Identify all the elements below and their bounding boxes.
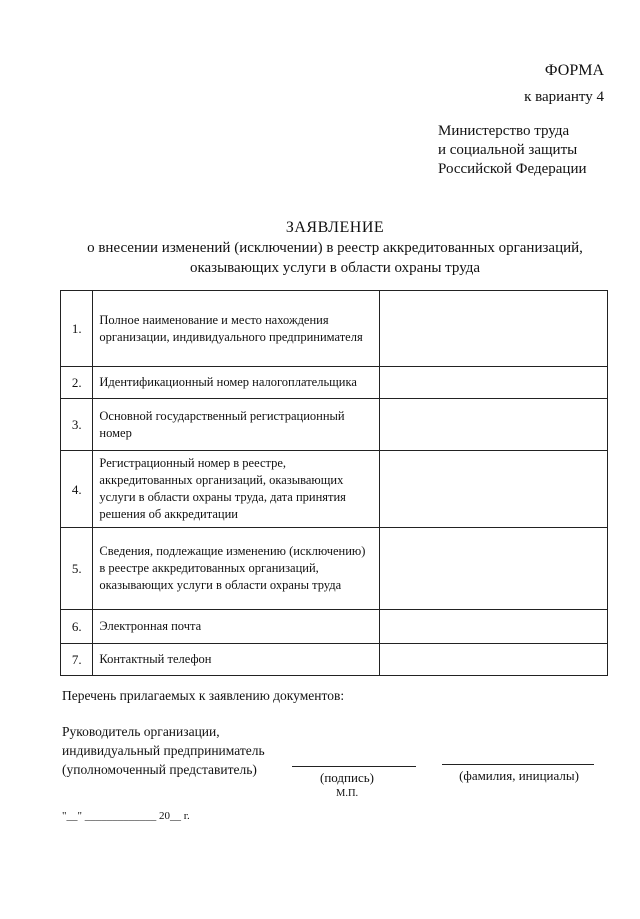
row-value-field[interactable]: [379, 399, 607, 451]
name-caption: (фамилия, инициалы): [459, 768, 579, 783]
signer-line-1: Руководитель организации,: [62, 724, 220, 739]
application-table: [60, 290, 608, 676]
addressee-line-1: Министерство труда: [438, 123, 570, 139]
title-line-3: оказывающих услуги в области охраны труда: [189, 260, 481, 276]
addressee-block: [438, 122, 587, 179]
row-number: 1.: [61, 291, 93, 367]
form-variant: к варианту 4: [524, 89, 604, 105]
table-row: [61, 644, 608, 676]
signer-line-3: (уполномоченный представитель): [62, 762, 257, 777]
row-value-field[interactable]: [379, 610, 607, 644]
row-number: 6.: [61, 610, 93, 644]
row-number: 3.: [61, 399, 93, 451]
row-label: Основной государственный регистрационный номер: [93, 399, 379, 451]
row-label: Идентификационный номер налогоплательщика: [93, 367, 379, 399]
addressee-line-2: и социальной защиты: [438, 142, 578, 158]
table-row: [61, 291, 608, 367]
row-value-field[interactable]: [379, 291, 607, 367]
row-number: 7.: [61, 644, 93, 676]
addressee-line-3: Российской Федерации: [438, 161, 587, 177]
title-line-2: о внесении изменений (исключении) в реестр аккредитованных организаций,: [87, 240, 583, 256]
table-row: [61, 451, 608, 528]
row-value-field[interactable]: [379, 451, 607, 528]
row-label: Регистрационный номер в реестре, аккредитованных организаций, оказывающих услуги в области охраны труда, дата принятия решения об аккредитации: [93, 451, 379, 528]
date-line[interactable]: "__" _____________ 20__ г.: [62, 810, 190, 822]
signature-line[interactable]: [292, 766, 416, 767]
row-label: Полное наименование и место нахождения организации, индивидуального предпринимателя: [93, 291, 379, 367]
table-row: [61, 367, 608, 399]
signature-caption: (подпись): [320, 770, 374, 785]
row-value-field[interactable]: [379, 367, 607, 399]
row-value-field[interactable]: [379, 528, 607, 610]
row-number: 5.: [61, 528, 93, 610]
signer-block: [62, 722, 265, 779]
document-title: [40, 218, 630, 278]
title-main: ЗАЯВЛЕНИЕ: [285, 219, 385, 236]
row-label: Электронная почта: [93, 610, 379, 644]
stamp-place: М.П.: [336, 788, 359, 799]
table-row: [61, 528, 608, 610]
attachments-label: Перечень прилагаемых к заявлению документов:: [62, 688, 345, 703]
row-number: 4.: [61, 451, 93, 528]
row-value-field[interactable]: [379, 644, 607, 676]
form-title: ФОРМА: [544, 62, 604, 79]
table-row: [61, 399, 608, 451]
row-label: Контактный телефон: [93, 644, 379, 676]
table-row: [61, 610, 608, 644]
name-line[interactable]: [442, 764, 594, 765]
row-number: 2.: [61, 367, 93, 399]
signer-line-2: индивидуальный предприниматель: [62, 743, 265, 758]
form-label: [524, 60, 604, 108]
row-label: Сведения, подлежащие изменению (исключению) в реестре аккредитованных организаций, оказывающих услуги в области охраны труда: [93, 528, 379, 610]
